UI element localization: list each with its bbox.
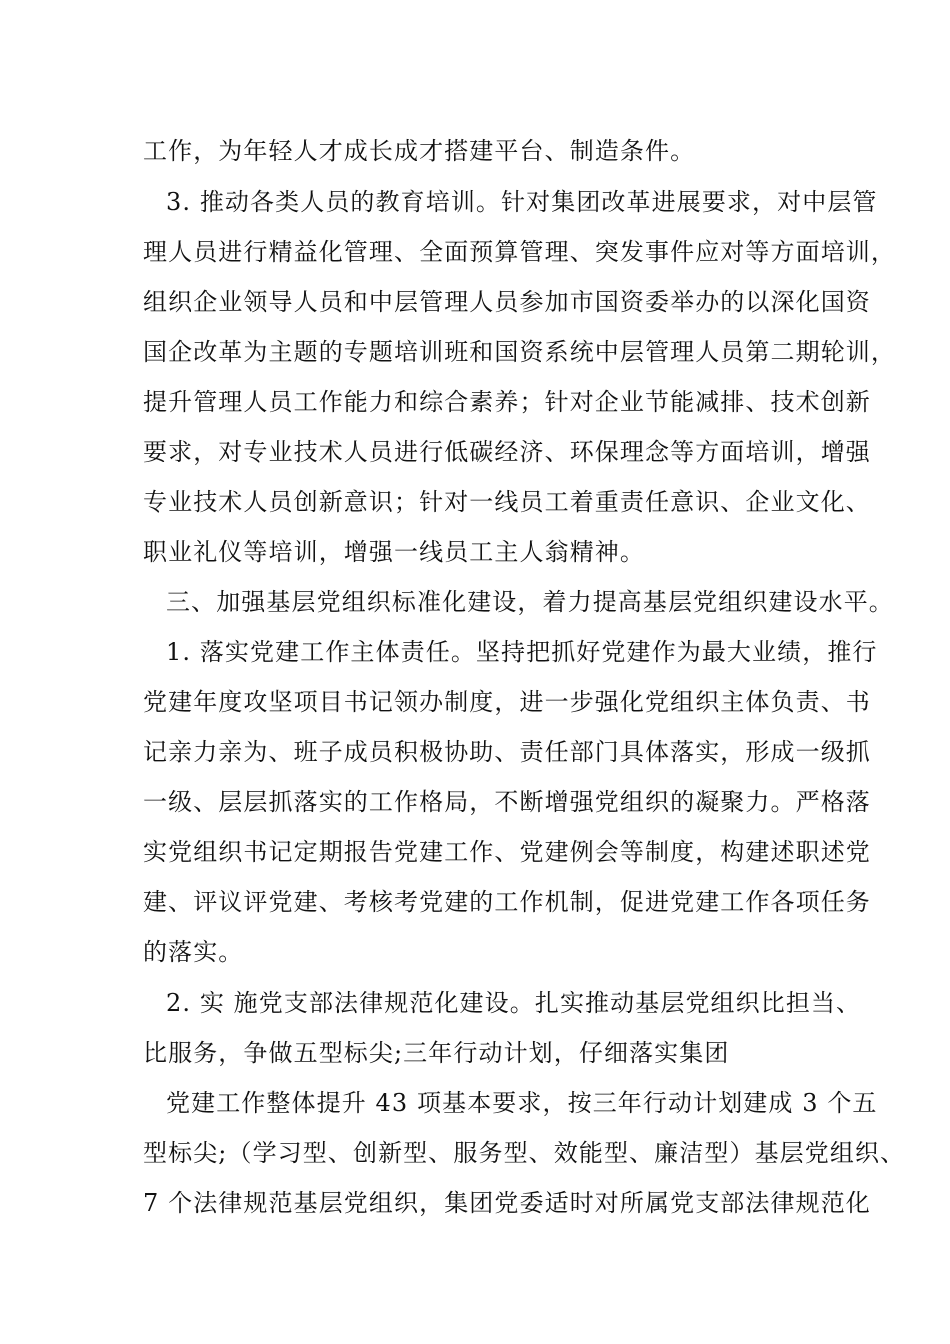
text-line: 专业技术人员创新意识；针对一线员工着重责任意识、企业文化、 <box>143 488 871 516</box>
text-line: 3. 推动各类人员的教育培训。针对集团改革进展要求，对中层管 <box>166 188 878 216</box>
text-line: 理人员进行精益化管理、全面预算管理、突发事件应对等方面培训， <box>143 238 896 266</box>
text-line: 要求，对专业技术人员进行低碳经济、环保理念等方面培训，增强 <box>143 438 871 466</box>
text-line: 建、评议评党建、考核考党建的工作机制，促进党建工作各项任务 <box>143 888 871 916</box>
text-line: 组织企业领导人员和中层管理人员参加市国资委举办的以深化国资 <box>143 288 871 316</box>
text-line: 实党组织书记定期报告党建工作、党建例会等制度，构建述职述党 <box>143 838 871 866</box>
text-line: 一级、层层抓落实的工作格局，不断增强党组织的凝聚力。严格落 <box>143 788 871 816</box>
text-line: 党建年度攻坚项目书记领办制度，进一步强化党组织主体负责、书 <box>143 688 871 716</box>
text-line: 型标尖;（学习型、创新型、服务型、效能型、廉洁型）基层党组织、 <box>143 1139 906 1167</box>
section-heading: 三、加强基层党组织标准化建设，着力提高基层党组织建设水平。 <box>166 588 894 616</box>
text-line: 2. 实 施党支部法律规范化建设。扎实推动基层党组织比担当、 <box>166 989 862 1017</box>
text-line: 记亲力亲为、班子成员积极协助、责任部门具体落实，形成一级抓 <box>143 738 871 766</box>
text-line: 7 个法律规范基层党组织，集团党委适时对所属党支部法律规范化 <box>143 1189 871 1217</box>
text-line: 1. 落实党建工作主体责任。坚持把抓好党建作为最大业绩，推行 <box>166 638 878 666</box>
text-line: 的落实。 <box>143 938 244 966</box>
text-line: 工作，为年轻人才成长成才搭建平台、制造条件。 <box>143 137 696 165</box>
text-line: 职业礼仪等培训，增强一线员工主人翁精神。 <box>143 538 645 566</box>
text-line: 党建工作整体提升 43 项基本要求，按三年行动计划建成 3 个五 <box>166 1089 878 1117</box>
text-line: 国企改革为主题的专题培训班和国资系统中层管理人员第二期轮训， <box>143 338 896 366</box>
text-line: 提升管理人员工作能力和综合素养；针对企业节能减排、技术创新 <box>143 388 871 416</box>
text-line: 比服务，争做五型标尖;三年行动计划，仔细落实集团 <box>143 1039 730 1067</box>
